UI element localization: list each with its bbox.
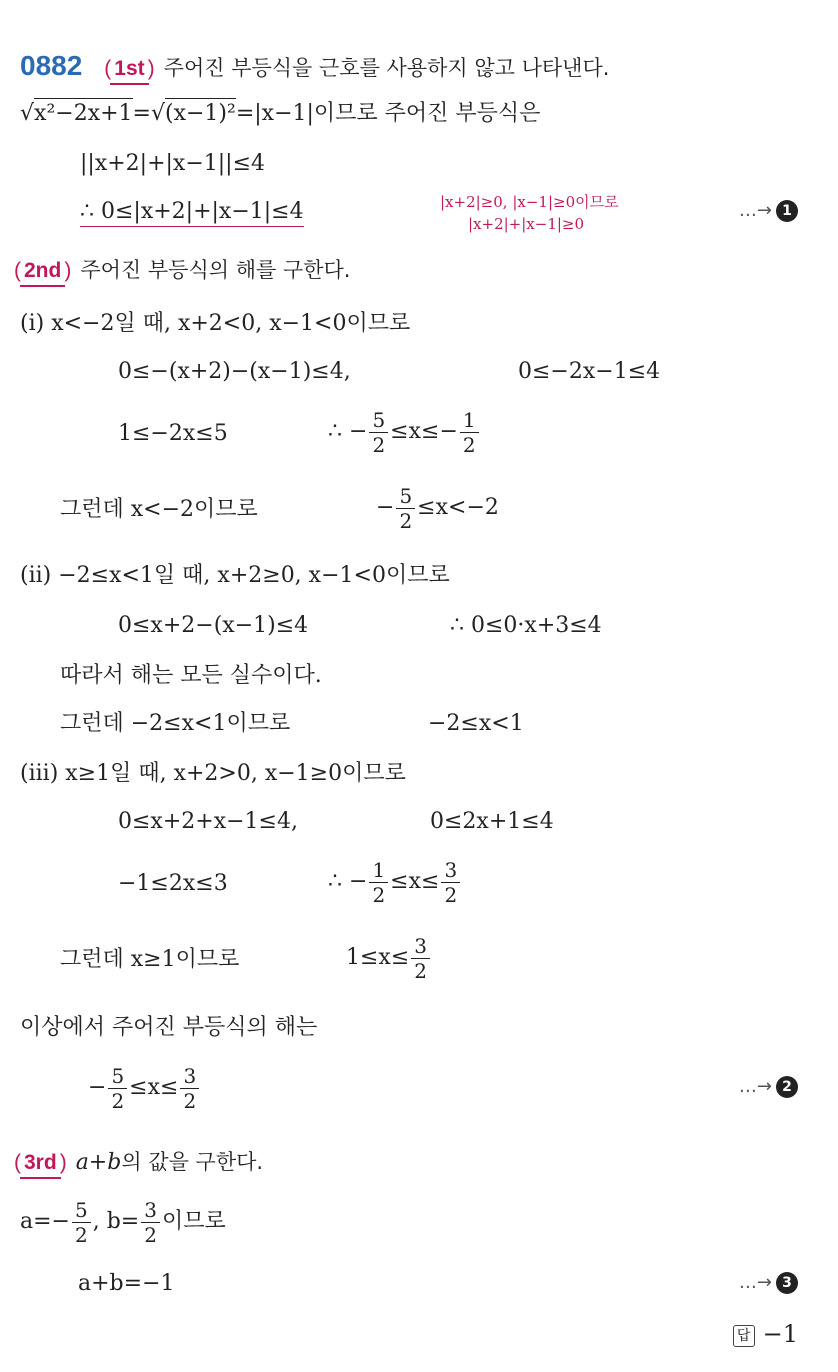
case1-eq1b: 0≤−2x−1≤4 <box>518 359 661 384</box>
step-tag-1st: ( 1st ) <box>110 55 148 85</box>
problem-header <box>20 52 609 85</box>
fraction: $\frac{1}{2}$ <box>369 858 388 907</box>
fraction: $\frac{5}{2}$ <box>72 1198 91 1247</box>
case3-head: (iii) x≥1일 때, x+2>0, x−1≥0이므로 <box>20 761 406 786</box>
answer-icon: 답 <box>733 1325 755 1347</box>
fraction: $\frac{3}{2}$ <box>411 934 430 983</box>
result-line: a+b=−1 <box>78 1271 175 1296</box>
step3-header <box>20 1148 263 1179</box>
ab-values: a=− $\frac{5}{2}$ , b= $\frac{3}{2}$ 이므로 <box>20 1197 226 1247</box>
step2-header <box>20 256 350 287</box>
fraction: $\frac{1}{2}$ <box>460 408 479 457</box>
marker-1: …→ 1 <box>739 200 798 222</box>
marker-2: …→ 2 <box>739 1076 798 1098</box>
fraction: $\frac{5}{2}$ <box>108 1064 127 1113</box>
inequality-result-1: ∴ 0≤|x+2|+|x−1|≤4 <box>80 198 304 227</box>
problem-number: 0882 <box>20 50 83 81</box>
case2-eq2: 따라서 해는 모든 실수이다. <box>60 663 322 688</box>
line-sqrt: √x²−2x+1=√(x−1)²=|x−1|이므로 주어진 부등식은 <box>20 100 540 128</box>
answer-value: −1 <box>762 1320 798 1348</box>
step3-title: 의 값을 구한다. <box>121 1150 264 1174</box>
line1-rest: =|x−1|이므로 주어진 부등식은 <box>235 101 541 126</box>
step-tag-2nd: ( 2nd ) <box>20 257 65 287</box>
circle-2-icon: 2 <box>776 1076 798 1098</box>
inequality-abs: ||x+2|+|x−1||≤4 <box>80 151 266 176</box>
note-line-a: |x+2|≥0, |x−1|≥0이므로 <box>440 193 619 211</box>
note-line-b: |x+2|+|x−1|≥0 <box>468 215 585 233</box>
marker-3: …→ 3 <box>739 1272 798 1294</box>
step1-title: 주어진 부등식을 근호를 사용하지 않고 나타낸다. <box>163 56 610 80</box>
case2-head: (ii) −2≤x<1일 때, x+2≥0, x−1<0이므로 <box>20 563 450 588</box>
case2-eq3b: −2≤x<1 <box>428 711 524 736</box>
case3-eq2b: ∴ − $\frac{1}{2}$ ≤x≤ $\frac{3}{2}$ <box>328 852 462 912</box>
case2-eq1a: 0≤x+2−(x−1)≤4 <box>118 613 309 638</box>
step2-title: 주어진 부등식의 해를 구한다. <box>80 258 351 282</box>
case3-eq2a: −1≤2x≤3 <box>118 871 228 896</box>
fraction: $\frac{5}{2}$ <box>369 408 388 457</box>
fraction: $\frac{3}{2}$ <box>180 1064 199 1113</box>
case3-eq3a: 그런데 x≥1이므로 <box>60 947 240 972</box>
fraction: $\frac{3}{2}$ <box>441 858 460 907</box>
case3-eq3b: 1≤x≤ $\frac{3}{2}$ <box>346 928 432 988</box>
case1-eq3b: − $\frac{5}{2}$ ≤x<−2 <box>376 483 499 533</box>
circle-1-icon: 1 <box>776 200 798 222</box>
step-tag-3rd: ( 3rd ) <box>20 1149 61 1179</box>
summary-text: 이상에서 주어진 부등식의 해는 <box>20 1015 318 1040</box>
case1-eq1a: 0≤−(x+2)−(x−1)≤4, <box>118 359 351 384</box>
solution: − $\frac{5}{2}$ ≤x≤ $\frac{3}{2}$ <box>88 1058 201 1118</box>
step3-expr: a+b <box>75 1150 122 1175</box>
case3-eq1b: 0≤2x+1≤4 <box>430 809 554 834</box>
case2-eq3a: 그런데 −2≤x<1이므로 <box>60 711 291 736</box>
case3-eq1a: 0≤x+2+x−1≤4, <box>118 809 298 834</box>
circle-3-icon: 3 <box>776 1272 798 1294</box>
case1-eq2b: ∴ − $\frac{5}{2}$ ≤x≤− $\frac{1}{2}$ <box>328 402 481 462</box>
case1-eq2a: 1≤−2x≤5 <box>118 421 228 446</box>
case1-eq3a: 그런데 x<−2이므로 <box>60 497 258 522</box>
case1-head: (i) x<−2일 때, x+2<0, x−1<0이므로 <box>20 311 411 336</box>
final-answer <box>733 1320 798 1348</box>
fraction: $\frac{5}{2}$ <box>396 484 415 533</box>
case2-eq1b: ∴ 0≤0·x+3≤4 <box>450 613 602 638</box>
fraction: $\frac{3}{2}$ <box>141 1198 160 1247</box>
